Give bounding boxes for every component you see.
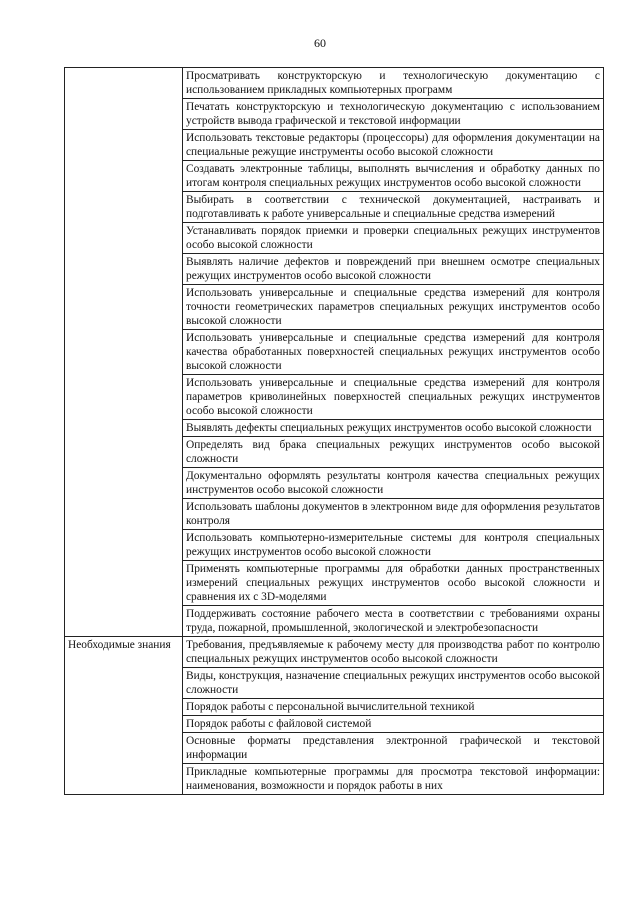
table-cell-item: Требования, предъявляемые к рабочему месту для производства работ по контролю специальных режущих инструментов особо высокой сложности xyxy=(183,637,604,668)
table-cell-item: Определять вид брака специальных режущих инструментов особо высокой сложности xyxy=(183,437,604,468)
table-cell-item: Выбирать в соответствии с технической документацией, настраивать и подготавливать к работе универсальные и специальные средства измерений xyxy=(183,192,604,223)
section-label-cell xyxy=(65,68,183,637)
table-cell-item: Поддерживать состояние рабочего места в соответствии с требованиями охраны труда, пожарной, промышленной, экологической и электробезопасности xyxy=(183,606,604,637)
table-cell-item: Прикладные компьютерные программы для просмотра текстовой информации: наименования, возможности и порядок работы в них xyxy=(183,764,604,795)
table-cell-item: Применять компьютерные программы для обработки данных пространственных измерений специальных режущих инструментов особо высокой сложности и сравнения их с 3D-моделями xyxy=(183,561,604,606)
section-label: Необходимые знания xyxy=(68,639,171,651)
table-cell-item: Виды, конструкция, назначение специальных режущих инструментов особо высокой сложности xyxy=(183,668,604,699)
table-row xyxy=(65,68,604,99)
table-cell-item: Использовать текстовые редакторы (процессоры) для оформления документации на специальные режущие инструменты особо высокой сложности xyxy=(183,130,604,161)
table-cell-item: Порядок работы с персональной вычислительной техникой xyxy=(183,699,604,716)
table-cell-item: Устанавливать порядок приемки и проверки специальных режущих инструментов особо высокой сложности xyxy=(183,223,604,254)
table-cell-item: Основные форматы представления электронной графической и текстовой информации xyxy=(183,733,604,764)
skills-table-body xyxy=(65,68,604,795)
table-cell-item: Выявлять наличие дефектов и повреждений при внешнем осмотре специальных режущих инструментов особо высокой сложности xyxy=(183,254,604,285)
table-cell-item: Просматривать конструкторскую и технологическую документацию с использованием прикладных компьютерных программ xyxy=(183,68,604,99)
table-cell-item: Использовать универсальные и специальные средства измерений для контроля точности геометрических параметров специальных режущих инструментов особо высокой сложности xyxy=(183,285,604,330)
table-cell-item: Документально оформлять результаты контроля качества специальных режущих инструментов особо высокой сложности xyxy=(183,468,604,499)
table-row xyxy=(65,637,604,668)
table-cell-item: Печатать конструкторскую и технологическую документацию с использованием устройств вывода графической и текстовой информации xyxy=(183,99,604,130)
page-number: 60 xyxy=(314,36,326,50)
skills-table xyxy=(64,67,604,795)
table-cell-item: Использовать универсальные и специальные средства измерений для контроля параметров криволинейных поверхностей специальных режущих инструментов особо высокой сложности xyxy=(183,375,604,420)
table-cell-item: Создавать электронные таблицы, выполнять вычисления и обработку данных по итогам контроля специальных режущих инструментов особо высокой сложности xyxy=(183,161,604,192)
table-cell-item: Использовать компьютерно-измерительные системы для контроля специальных режущих инструментов особо высокой сложности xyxy=(183,530,604,561)
table-cell-item: Использовать универсальные и специальные средства измерений для контроля качества обработанных поверхностей специальных режущих инструментов особо высокой сложности xyxy=(183,330,604,375)
table-cell-item: Порядок работы с файловой системой xyxy=(183,716,604,733)
section-label-cell xyxy=(65,637,183,795)
table-cell-item: Выявлять дефекты специальных режущих инструментов особо высокой сложности xyxy=(183,420,604,437)
table-cell-item: Использовать шаблоны документов в электронном виде для оформления результатов контроля xyxy=(183,499,604,530)
